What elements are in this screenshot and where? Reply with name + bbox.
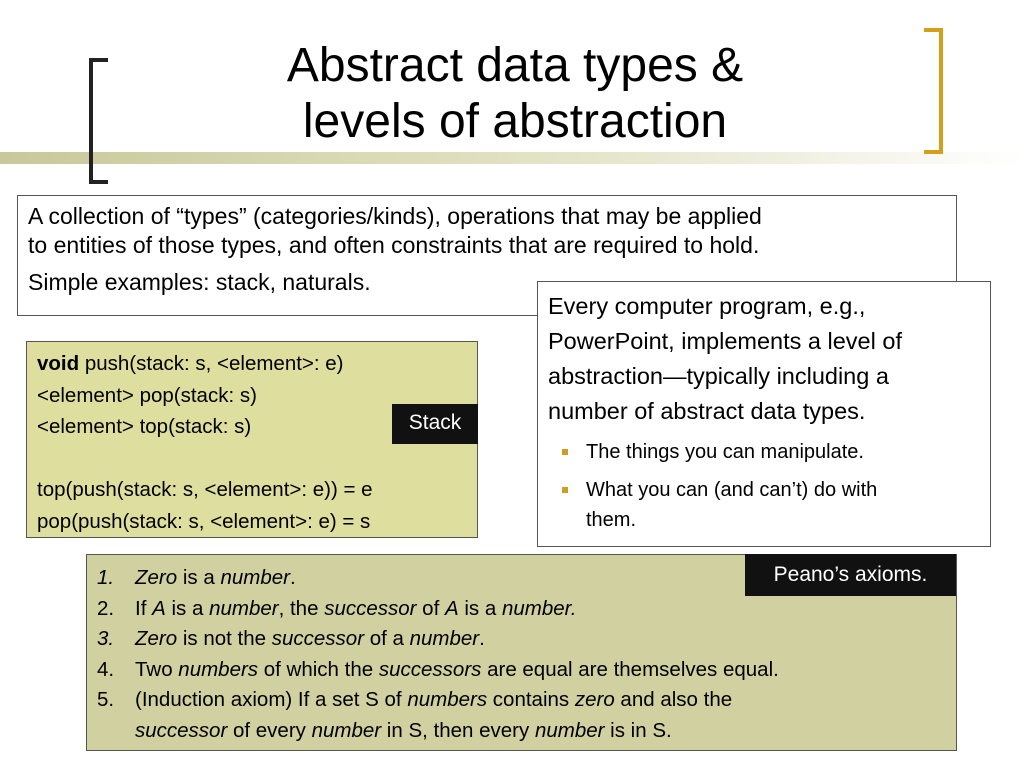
lead-line-4: number of abstract data types. — [548, 398, 866, 424]
axiom-text: , the — [278, 596, 325, 620]
axiom-term: Zero — [135, 566, 178, 589]
axiom-text: Two — [135, 657, 179, 681]
axiom-text: . — [479, 627, 485, 650]
axiom-item-5 — [97, 685, 946, 746]
lead-line-3: abstraction—typically including a — [548, 363, 889, 389]
axiom-term: number — [311, 718, 382, 742]
title-line-2: levels of abstraction — [302, 95, 728, 148]
axiom-text: of which the — [258, 657, 379, 681]
axiom-text: . — [289, 566, 296, 589]
axiom-term: successors — [378, 657, 482, 681]
axiom-term: numbers — [407, 688, 488, 711]
bullet-text: The things you can manipulate. — [586, 441, 864, 463]
axiom-item-4 — [97, 655, 946, 686]
bullet-text-line-2: them. — [586, 509, 637, 531]
axiom-text: is a — [165, 596, 210, 620]
program-abstraction-box — [537, 281, 991, 547]
slide-title — [150, 38, 880, 150]
bullet-item — [548, 437, 980, 467]
axiom-5-line-2 — [135, 716, 946, 747]
stack-push-signature — [37, 348, 467, 380]
axiom-text: is not the — [177, 627, 272, 650]
axiom-text: If — [135, 596, 153, 620]
title-line-1: Abstract data types & — [286, 39, 744, 92]
program-note-lead — [548, 289, 980, 429]
axiom-term: A — [152, 596, 166, 620]
axiom-text: of a — [364, 627, 410, 650]
axiom-5-line-1 — [135, 685, 946, 716]
axiom-term: successor — [135, 718, 228, 742]
axiom-text: (Induction axiom) If a set S of — [135, 688, 408, 711]
axiom-text: . — [570, 596, 577, 620]
stack-label: Stack — [392, 404, 478, 444]
axiom-term: number — [220, 566, 290, 589]
square-bullet-icon — [562, 449, 568, 455]
axiom-text: in S, then every — [381, 718, 535, 742]
stack-top-signature: <element> top(stack: s) — [37, 415, 252, 438]
program-note-bullets — [548, 437, 980, 535]
axiom-term: numbers — [178, 657, 259, 681]
definition-line-2: to entities of those types, and often constraints that are required to hold. — [28, 232, 760, 258]
axiom-number: 3. — [97, 627, 115, 650]
axiom-term: number — [209, 596, 279, 620]
bullet-text-line-1: What you can (and can’t) do with — [586, 479, 878, 501]
square-bullet-icon — [562, 487, 568, 493]
axiom-text: is a — [458, 596, 502, 620]
definition-line-1: A collection of “types” (categories/kinds), operations that may be applied — [28, 203, 762, 229]
axiom-text: is in S. — [604, 718, 672, 742]
lead-line-2: PowerPoint, implements a level of — [548, 328, 902, 354]
axiom-term: number — [409, 627, 480, 650]
axiom-text: and also the — [614, 688, 733, 711]
left-bracket-decoration — [88, 58, 110, 184]
axiom-item-2 — [97, 594, 946, 625]
right-bracket-decoration — [922, 28, 944, 154]
axiom-number: 2. — [97, 596, 115, 620]
title-accent-bar — [0, 152, 1024, 164]
axiom-term: successor — [324, 596, 417, 620]
axiom-text: are equal are themselves equal. — [481, 657, 779, 681]
axiom-text: of every — [227, 718, 312, 742]
axiom-term: Zero — [135, 627, 178, 650]
axiom-number: 4. — [97, 657, 115, 681]
void-keyword: void — [37, 352, 80, 375]
axiom-term: number — [534, 718, 605, 742]
lead-line-1: Every computer program, e.g., — [548, 293, 866, 319]
axiom-text: contains — [487, 688, 575, 711]
axiom-item-3 — [97, 624, 946, 655]
axiom-number: 1. — [97, 566, 115, 589]
push-signature-rest: push(stack: s, <element>: e) — [79, 352, 344, 375]
axiom-term: A — [444, 596, 459, 620]
axiom-text: is a — [177, 566, 221, 589]
axiom-term: number — [501, 596, 571, 620]
stack-pop-signature: <element> pop(stack: s) — [37, 383, 257, 407]
axiom-text: of — [416, 596, 445, 620]
axiom-term: successor — [271, 627, 365, 650]
peano-axioms-label: Peano’s axioms. — [745, 554, 956, 596]
stack-pop-axiom: pop(push(stack: s, <element>: e) = s — [37, 509, 371, 533]
axiom-term: zero — [574, 688, 615, 711]
definition-examples: Simple examples: stack, naturals. — [28, 269, 371, 295]
axiom-number: 5. — [97, 688, 115, 711]
bullet-item — [548, 475, 980, 535]
stack-top-axiom: top(push(stack: s, <element>: e)) = e — [37, 478, 373, 501]
